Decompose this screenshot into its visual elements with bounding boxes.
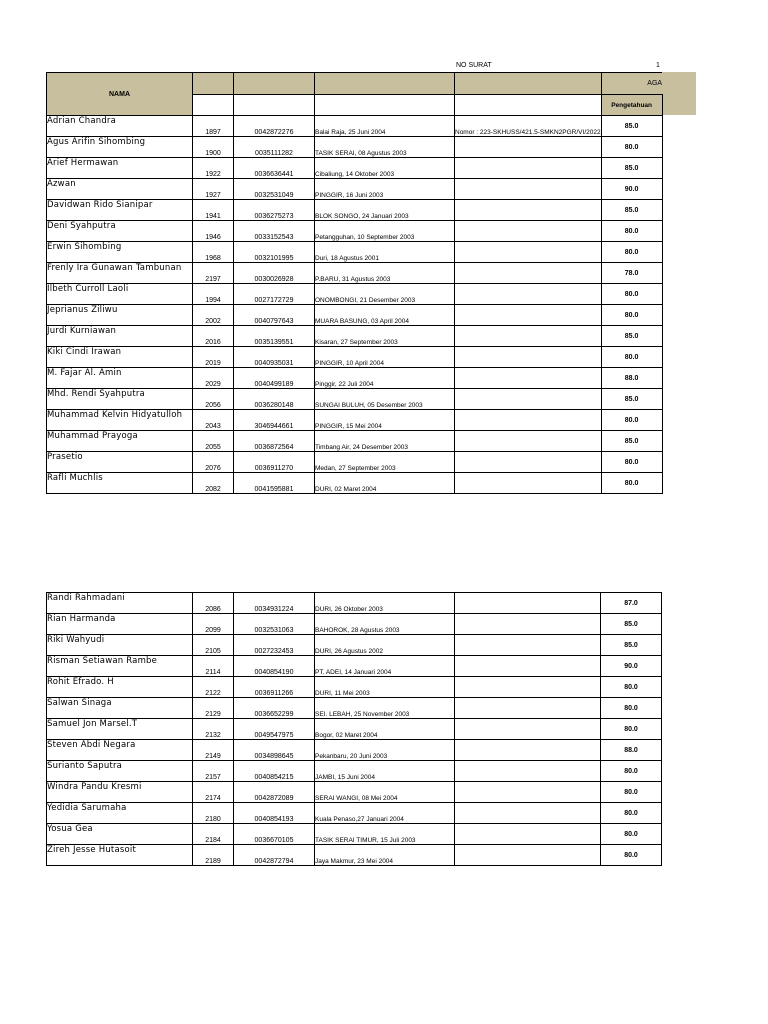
score-pengetahuan: 80.0 (601, 803, 662, 824)
student-nisn: 0042872794 (234, 845, 315, 866)
student-nisn: 0027172729 (234, 284, 315, 305)
table-row (47, 845, 662, 866)
table-row (47, 782, 662, 803)
letter-number (455, 431, 602, 452)
header-cell (193, 95, 234, 116)
student-nisn: 0036911270 (234, 452, 315, 473)
student-name: Steven Abdi Negara (47, 740, 193, 761)
table-row (47, 803, 662, 824)
table-row (47, 368, 663, 389)
student-name: Prasetio (47, 452, 193, 473)
letter-number (455, 179, 602, 200)
table-row (47, 635, 662, 656)
score-pengetahuan: 88.0 (601, 368, 662, 389)
header-cell (315, 95, 455, 116)
student-nis: 2105 (193, 635, 234, 656)
student-nisn: 0036275273 (234, 200, 315, 221)
student-nis: 2019 (193, 347, 234, 368)
header-cell (455, 73, 602, 95)
student-nis: 2197 (193, 263, 234, 284)
letter-number (455, 614, 601, 635)
score-pengetahuan: 80.0 (601, 473, 662, 494)
student-nisn: 0042872089 (234, 782, 315, 803)
table-row (47, 116, 663, 137)
student-birth: Jaya Makmur, 23 Mei 2004 (315, 845, 455, 866)
student-nis: 2076 (193, 452, 234, 473)
table-row (47, 158, 663, 179)
header-pengetahuan: Pengetahuan (601, 95, 662, 116)
student-birth: TASIK SERAI TIMUR, 15 Juli 2003 (315, 824, 455, 845)
student-birth: Pinggir, 22 Juli 2004 (315, 368, 455, 389)
student-nisn: 0032531063 (234, 614, 315, 635)
letter-number (455, 698, 601, 719)
student-name: Deni Syahputra (47, 221, 193, 242)
student-nisn: 0035111282 (234, 137, 315, 158)
table-row (47, 347, 663, 368)
student-nis: 2157 (193, 761, 234, 782)
score-pengetahuan: 80.0 (601, 221, 662, 242)
student-nis: 2099 (193, 614, 234, 635)
student-nisn: 0049547975 (234, 719, 315, 740)
student-name: Muhammad Prayoga (47, 431, 193, 452)
table-row (47, 452, 663, 473)
header-cell (315, 73, 455, 95)
student-name: Mhd. Rendi Syahputra (47, 389, 193, 410)
score-pengetahuan: 90.0 (601, 656, 662, 677)
student-nisn: 0042872276 (234, 116, 315, 137)
student-nis: 2129 (193, 698, 234, 719)
letter-number (455, 452, 602, 473)
student-birth: BAHOROK, 28 Agustus 2003 (315, 614, 455, 635)
student-birth: SUNGAI BULUH, 05 Desember 2003 (315, 389, 455, 410)
letter-number (455, 761, 601, 782)
letter-number (455, 473, 602, 494)
table-row (47, 410, 663, 431)
student-birth: Cibaliung, 14 Oktober 2003 (315, 158, 455, 179)
letter-number (455, 656, 601, 677)
letter-number (455, 677, 601, 698)
student-nis: 2056 (193, 389, 234, 410)
student-nisn: 0027232453 (234, 635, 315, 656)
student-nisn: 0034898645 (234, 740, 315, 761)
score-pengetahuan: 90.0 (601, 179, 662, 200)
student-name: M. Fajar Al. Amin (47, 368, 193, 389)
student-name: Jeprianus Ziliwu (47, 305, 193, 326)
student-birth: SERAI WANGI, 08 Mei 2004 (315, 782, 455, 803)
student-nisn: 0040935031 (234, 347, 315, 368)
student-nisn: 0036636441 (234, 158, 315, 179)
table-row (47, 431, 663, 452)
student-nisn: 3046944661 (234, 410, 315, 431)
letter-number (455, 824, 601, 845)
score-pengetahuan: 80.0 (601, 677, 662, 698)
student-birth: Kisaran, 27 September 2003 (315, 326, 455, 347)
letter-number (455, 389, 602, 410)
student-birth: TASIK SERAI, 08 Agustus 2003 (315, 137, 455, 158)
score-pengetahuan: 85.0 (601, 614, 662, 635)
letter-number (455, 719, 601, 740)
student-nis: 2149 (193, 740, 234, 761)
table-row (47, 677, 662, 698)
letter-number (455, 740, 601, 761)
letter-number (455, 200, 602, 221)
table-row (47, 698, 662, 719)
student-name: Zireh Jesse Hutasoit (47, 845, 193, 866)
student-nisn: 0033152543 (234, 221, 315, 242)
student-birth: ONOMBONGI, 21 Desember 2003 (315, 284, 455, 305)
student-name: Erwin Sihombing (47, 242, 193, 263)
table-row (47, 137, 663, 158)
student-name: Rohit Efrado. H (47, 677, 193, 698)
table-row (47, 473, 663, 494)
header-cell (193, 73, 234, 95)
student-birth: DURI, 26 Agustus 2002 (315, 635, 455, 656)
student-nis: 2055 (193, 431, 234, 452)
student-birth: PINGGIR, 15 Mei 2004 (315, 410, 455, 431)
table-row (47, 200, 663, 221)
table-row (47, 656, 662, 677)
score-pengetahuan: 80.0 (601, 305, 662, 326)
header-aga (601, 73, 662, 95)
score-pengetahuan: 80.0 (601, 845, 662, 866)
score-pengetahuan: 85.0 (601, 431, 662, 452)
student-nisn: 0030026928 (234, 263, 315, 284)
letter-number (455, 221, 602, 242)
header-cell (234, 73, 315, 95)
student-nis: 1927 (193, 179, 234, 200)
student-birth: PINGGIR, 16 Juni 2003 (315, 179, 455, 200)
table-row (47, 221, 663, 242)
no-surat-value: 1 (656, 62, 660, 69)
student-table-1 (46, 72, 663, 494)
table-row (47, 389, 663, 410)
score-pengetahuan: 80.0 (601, 347, 662, 368)
letter-number (455, 803, 601, 824)
score-pengetahuan: 80.0 (601, 824, 662, 845)
student-nis: 2114 (193, 656, 234, 677)
student-name: Davidwan Rido Sianipar (47, 200, 193, 221)
student-name: Rian Harmanda (47, 614, 193, 635)
student-name: Randi Rahmadani (47, 593, 193, 614)
header-aga-label: AGA (647, 80, 663, 87)
student-birth: Pekanbaru, 20 Juni 2003 (315, 740, 455, 761)
student-nisn: 0032101995 (234, 242, 315, 263)
score-pengetahuan: 80.0 (601, 410, 662, 431)
letter-number (455, 782, 601, 803)
score-pengetahuan: 85.0 (601, 116, 662, 137)
student-birth: DURI, 11 Mei 2003 (315, 677, 455, 698)
student-nis: 1897 (193, 116, 234, 137)
score-pengetahuan: 78.0 (601, 263, 662, 284)
table-row (47, 593, 662, 614)
student-nisn: 0040797643 (234, 305, 315, 326)
table-row (47, 719, 662, 740)
student-birth: Petangguhan, 10 September 2003 (315, 221, 455, 242)
student-nisn: 0040854215 (234, 761, 315, 782)
letter-number (455, 593, 601, 614)
student-name: Risman Setiawan Rambe (47, 656, 193, 677)
letter-number (455, 410, 602, 431)
table-row (47, 263, 663, 284)
student-nisn: 0036911266 (234, 677, 315, 698)
letter-number (455, 263, 602, 284)
letter-number (455, 158, 602, 179)
score-pengetahuan: 85.0 (601, 158, 662, 179)
letter-number (455, 242, 602, 263)
table-row (47, 326, 663, 347)
score-pengetahuan: 87.0 (601, 593, 662, 614)
score-pengetahuan: 80.0 (601, 137, 662, 158)
student-birth: Kuala Penaso,27 Januari 2004 (315, 803, 455, 824)
student-nisn: 0036280148 (234, 389, 315, 410)
table-row (47, 242, 663, 263)
score-pengetahuan: 80.0 (601, 452, 662, 473)
letter-number (455, 284, 602, 305)
student-birth: PINGGIR, 10 April 2004 (315, 347, 455, 368)
student-birth: Bogor, 02 Maret 2004 (315, 719, 455, 740)
score-pengetahuan: 88.0 (601, 740, 662, 761)
student-nis: 2029 (193, 368, 234, 389)
student-birth: Medan, 27 September 2003 (315, 452, 455, 473)
letter-number (455, 347, 602, 368)
student-nisn: 0032531049 (234, 179, 315, 200)
score-pengetahuan: 85.0 (601, 389, 662, 410)
letter-number (455, 326, 602, 347)
student-nis: 2132 (193, 719, 234, 740)
table-row (47, 305, 663, 326)
student-name: Salwan Sinaga (47, 698, 193, 719)
student-nisn: 0040854193 (234, 803, 315, 824)
student-nis: 2002 (193, 305, 234, 326)
student-birth: SEI. LEBAH, 25 November 2003 (315, 698, 455, 719)
student-nis: 1946 (193, 221, 234, 242)
table-row (47, 824, 662, 845)
student-nisn: 0035139551 (234, 326, 315, 347)
student-nis: 2043 (193, 410, 234, 431)
score-pengetahuan: 85.0 (601, 326, 662, 347)
letter-number (455, 368, 602, 389)
student-nis: 1922 (193, 158, 234, 179)
student-name: Riki Wahyudi (47, 635, 193, 656)
student-birth: DURI, 26 Oktober 2003 (315, 593, 455, 614)
student-name: Arief Hermawan (47, 158, 193, 179)
student-nis: 2086 (193, 593, 234, 614)
student-nis: 1900 (193, 137, 234, 158)
header-cell (234, 95, 315, 116)
student-nis: 1968 (193, 242, 234, 263)
student-name: Frenly Ira Gunawan Tambunan (47, 263, 193, 284)
student-birth: Balai Raja, 25 Juni 2004 (315, 116, 455, 137)
score-pengetahuan: 80.0 (601, 719, 662, 740)
student-name: Azwan (47, 179, 193, 200)
table-row (47, 761, 662, 782)
score-pengetahuan: 80.0 (601, 242, 662, 263)
student-name: Windra Pandu Kresmi (47, 782, 193, 803)
student-name: Yosua Gea (47, 824, 193, 845)
student-nisn: 0040854190 (234, 656, 315, 677)
student-nisn: 0040499189 (234, 368, 315, 389)
student-name: Muhammad Kelvin Hidyatulloh (47, 410, 193, 431)
student-nisn: 0034931224 (234, 593, 315, 614)
score-pengetahuan: 85.0 (601, 635, 662, 656)
student-nis: 2174 (193, 782, 234, 803)
student-nis: 2180 (193, 803, 234, 824)
student-nis: 2184 (193, 824, 234, 845)
student-birth: PT. ADEI, 14 Januari 2004 (315, 656, 455, 677)
student-nisn: 0036670105 (234, 824, 315, 845)
score-pengetahuan: 85.0 (601, 200, 662, 221)
student-name: Surianto Saputra (47, 761, 193, 782)
student-name: Kiki Cindi Irawan (47, 347, 193, 368)
header-row (47, 73, 663, 95)
student-nis: 2016 (193, 326, 234, 347)
score-pengetahuan: 80.0 (601, 698, 662, 719)
table-row (47, 284, 663, 305)
student-birth: BLOK SONGO, 24 Januari 2003 (315, 200, 455, 221)
student-nis: 2082 (193, 473, 234, 494)
student-birth: JAMBI, 15 Juni 2004 (315, 761, 455, 782)
table-row (47, 614, 662, 635)
student-birth: DURI, 02 Maret 2004 (315, 473, 455, 494)
student-table-2 (46, 592, 662, 866)
table-row (47, 179, 663, 200)
student-name: Samuel Jon Marsel.T (47, 719, 193, 740)
student-birth: Duri, 18 Agustus 2001 (315, 242, 455, 263)
student-nisn: 0036872564 (234, 431, 315, 452)
student-nis: 2122 (193, 677, 234, 698)
letter-number (455, 305, 602, 326)
student-birth: MUARA BASUNG, 03 April 2004 (315, 305, 455, 326)
student-birth: P.BARU, 31 Agustus 2003 (315, 263, 455, 284)
header-cell (455, 95, 602, 116)
student-nis: 1941 (193, 200, 234, 221)
letter-number (455, 137, 602, 158)
student-nisn: 0041595881 (234, 473, 315, 494)
no-surat-label: NO SURAT (456, 62, 492, 69)
table-row (47, 740, 662, 761)
letter-number (455, 845, 601, 866)
student-name: Rafli Muchlis (47, 473, 193, 494)
student-name: Adrian Chandra (47, 116, 193, 137)
student-name: Agus Arifin Sihombing (47, 137, 193, 158)
letter-number (455, 635, 601, 656)
score-pengetahuan: 80.0 (601, 782, 662, 803)
student-nis: 1994 (193, 284, 234, 305)
score-pengetahuan: 80.0 (601, 284, 662, 305)
student-name: Jurdi Kurniawan (47, 326, 193, 347)
student-nis: 2189 (193, 845, 234, 866)
student-nisn: 0036652299 (234, 698, 315, 719)
header-nama: NAMA (47, 73, 193, 116)
student-name: Ilbeth Curroll Laoli (47, 284, 193, 305)
score-pengetahuan: 80.0 (601, 761, 662, 782)
student-birth: Timbang Air, 24 Desember 2003 (315, 431, 455, 452)
student-name: Yedidia Sarumaha (47, 803, 193, 824)
letter-number: Nomor : 223-SKHUSS/421.5-SMKN2PGR/VI/2022 (455, 116, 602, 137)
